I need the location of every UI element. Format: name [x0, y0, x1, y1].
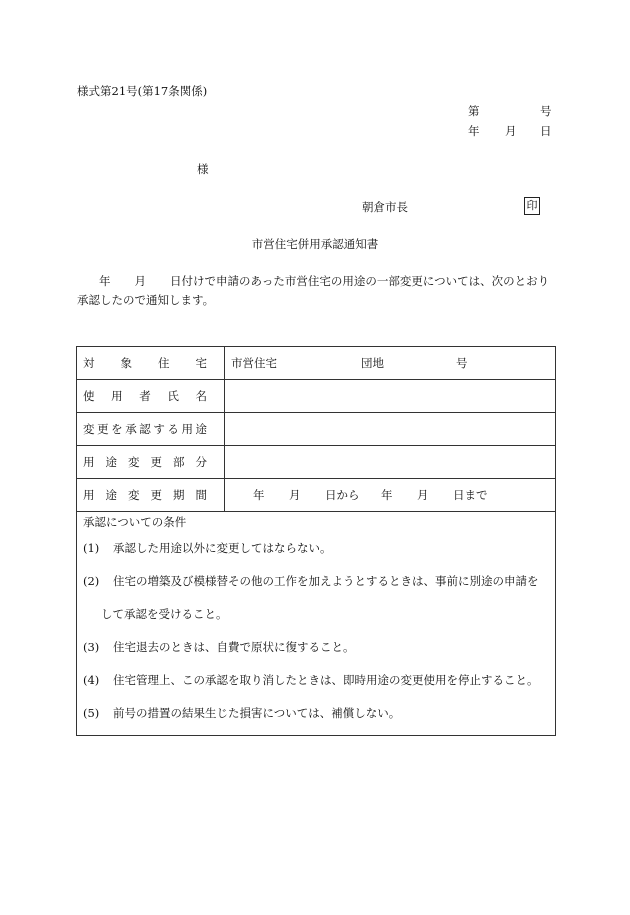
- condition-item: [83, 540, 549, 556]
- label-char: す: [153, 422, 165, 436]
- row-label-changed-part: [77, 446, 225, 479]
- value-part: 月: [289, 488, 301, 502]
- value-part: 日まで: [453, 488, 488, 502]
- label-char: 用: [181, 422, 193, 436]
- label-char: 対: [83, 356, 95, 370]
- value-part: 団地: [361, 356, 384, 370]
- row-label-user-name: [77, 380, 225, 413]
- row-label-target-housing: [77, 347, 225, 380]
- label-char: 部: [173, 455, 185, 469]
- value-part: 月: [417, 488, 429, 502]
- label-char: 変: [83, 422, 95, 436]
- table-row: [77, 380, 556, 413]
- label-spread: [83, 355, 207, 371]
- issuer-name: 朝倉市長: [362, 200, 408, 214]
- table-row: [77, 347, 556, 380]
- label-char: 変: [128, 488, 140, 502]
- doc-number-suffix: 号: [540, 104, 552, 118]
- label-char: 名: [195, 389, 207, 403]
- condition-number: (5): [83, 706, 100, 720]
- label-char: 宅: [195, 356, 207, 370]
- label-char: 用: [83, 455, 95, 469]
- value-part: 号: [456, 356, 468, 370]
- seal-stamp: 印: [524, 197, 540, 215]
- label-char: 用: [111, 389, 123, 403]
- condition-item: [83, 705, 549, 721]
- conditions-cell: [77, 512, 556, 736]
- doc-number-prefix: 第: [468, 104, 480, 118]
- condition-text: 住宅退去のときは、自費で原状に復すること。: [113, 640, 355, 654]
- row-value-user-name: [225, 380, 556, 413]
- condition-item: [83, 672, 549, 688]
- label-char: 用: [83, 488, 95, 502]
- label-char: る: [167, 422, 179, 436]
- value-part: 市営住宅: [231, 356, 277, 370]
- row-value-changed-part: [225, 446, 556, 479]
- label-spread: [83, 454, 207, 470]
- body-year: 年: [99, 274, 111, 288]
- row-value-change-period: [225, 479, 556, 512]
- value-part: 日から: [325, 488, 360, 502]
- label-char: 象: [120, 356, 132, 370]
- table-row: [77, 446, 556, 479]
- condition-number: (2): [83, 574, 100, 588]
- row-value-target-housing: [225, 347, 556, 380]
- label-char: 承: [125, 422, 137, 436]
- label-char: 変: [128, 455, 140, 469]
- value-part: 年: [381, 488, 393, 502]
- condition-item: [83, 573, 549, 622]
- label-spread: [83, 421, 207, 437]
- date-year: 年: [468, 124, 480, 138]
- document-number: [468, 104, 552, 118]
- label-char: 途: [195, 422, 207, 436]
- table-row: [77, 413, 556, 446]
- table-row: [77, 512, 556, 736]
- label-spread: [83, 388, 207, 404]
- value-parts: [231, 487, 555, 503]
- label-char: 途: [105, 488, 117, 502]
- condition-text-line1: 住宅の増築及び模様替その他の工作を加えようとするときは、事前に別途の申請を: [113, 574, 539, 588]
- table-row: [77, 479, 556, 512]
- label-char: 更: [150, 488, 162, 502]
- row-label-approved-use: [77, 413, 225, 446]
- form-number: 様式第21号(第17条関係): [77, 84, 208, 98]
- date-day: 日: [540, 124, 552, 138]
- label-char: 分: [195, 455, 207, 469]
- value-part: 年: [253, 488, 265, 502]
- body-sentence: 日付けで申請のあった市営住宅の用途の一部変更については、次のとおり承認したので通知します。: [77, 274, 550, 307]
- document-title: 市営住宅併用承認通知書: [251, 237, 379, 251]
- condition-number: (4): [83, 673, 100, 687]
- label-spread: [83, 487, 207, 503]
- condition-text: 前号の措置の結果生じた損害については、補償しない。: [113, 706, 401, 720]
- body-text: [77, 272, 555, 310]
- form-table: [76, 346, 556, 736]
- condition-text: 承認した用途以外に変更してはならない。: [113, 541, 332, 555]
- row-label-change-period: [77, 479, 225, 512]
- label-char: 間: [195, 488, 207, 502]
- label-char: 途: [105, 455, 117, 469]
- condition-text: 住宅管理上、この承認を取り消したときは、即時用途の変更使用を停止すること。: [113, 673, 539, 687]
- label-char: 者: [139, 389, 151, 403]
- label-char: 使: [83, 389, 95, 403]
- label-char: 更: [150, 455, 162, 469]
- addressee: 様: [197, 162, 209, 176]
- conditions-heading: 承認についての条件: [83, 515, 187, 529]
- row-value-approved-use: [225, 413, 556, 446]
- condition-number: (3): [83, 640, 100, 654]
- label-char: 認: [139, 422, 151, 436]
- condition-number: (1): [83, 541, 100, 555]
- date-month: 月: [505, 124, 517, 138]
- label-char: 住: [158, 356, 170, 370]
- condition-text-line2: して承認を受けること。: [101, 607, 228, 621]
- label-char: 更: [97, 422, 109, 436]
- label-char: 期: [173, 488, 185, 502]
- value-parts: [231, 355, 555, 371]
- condition-item: [83, 639, 549, 655]
- condition-text: [101, 573, 549, 622]
- body-month: 月: [134, 274, 146, 288]
- label-char: 氏: [167, 389, 179, 403]
- label-char: を: [111, 422, 123, 436]
